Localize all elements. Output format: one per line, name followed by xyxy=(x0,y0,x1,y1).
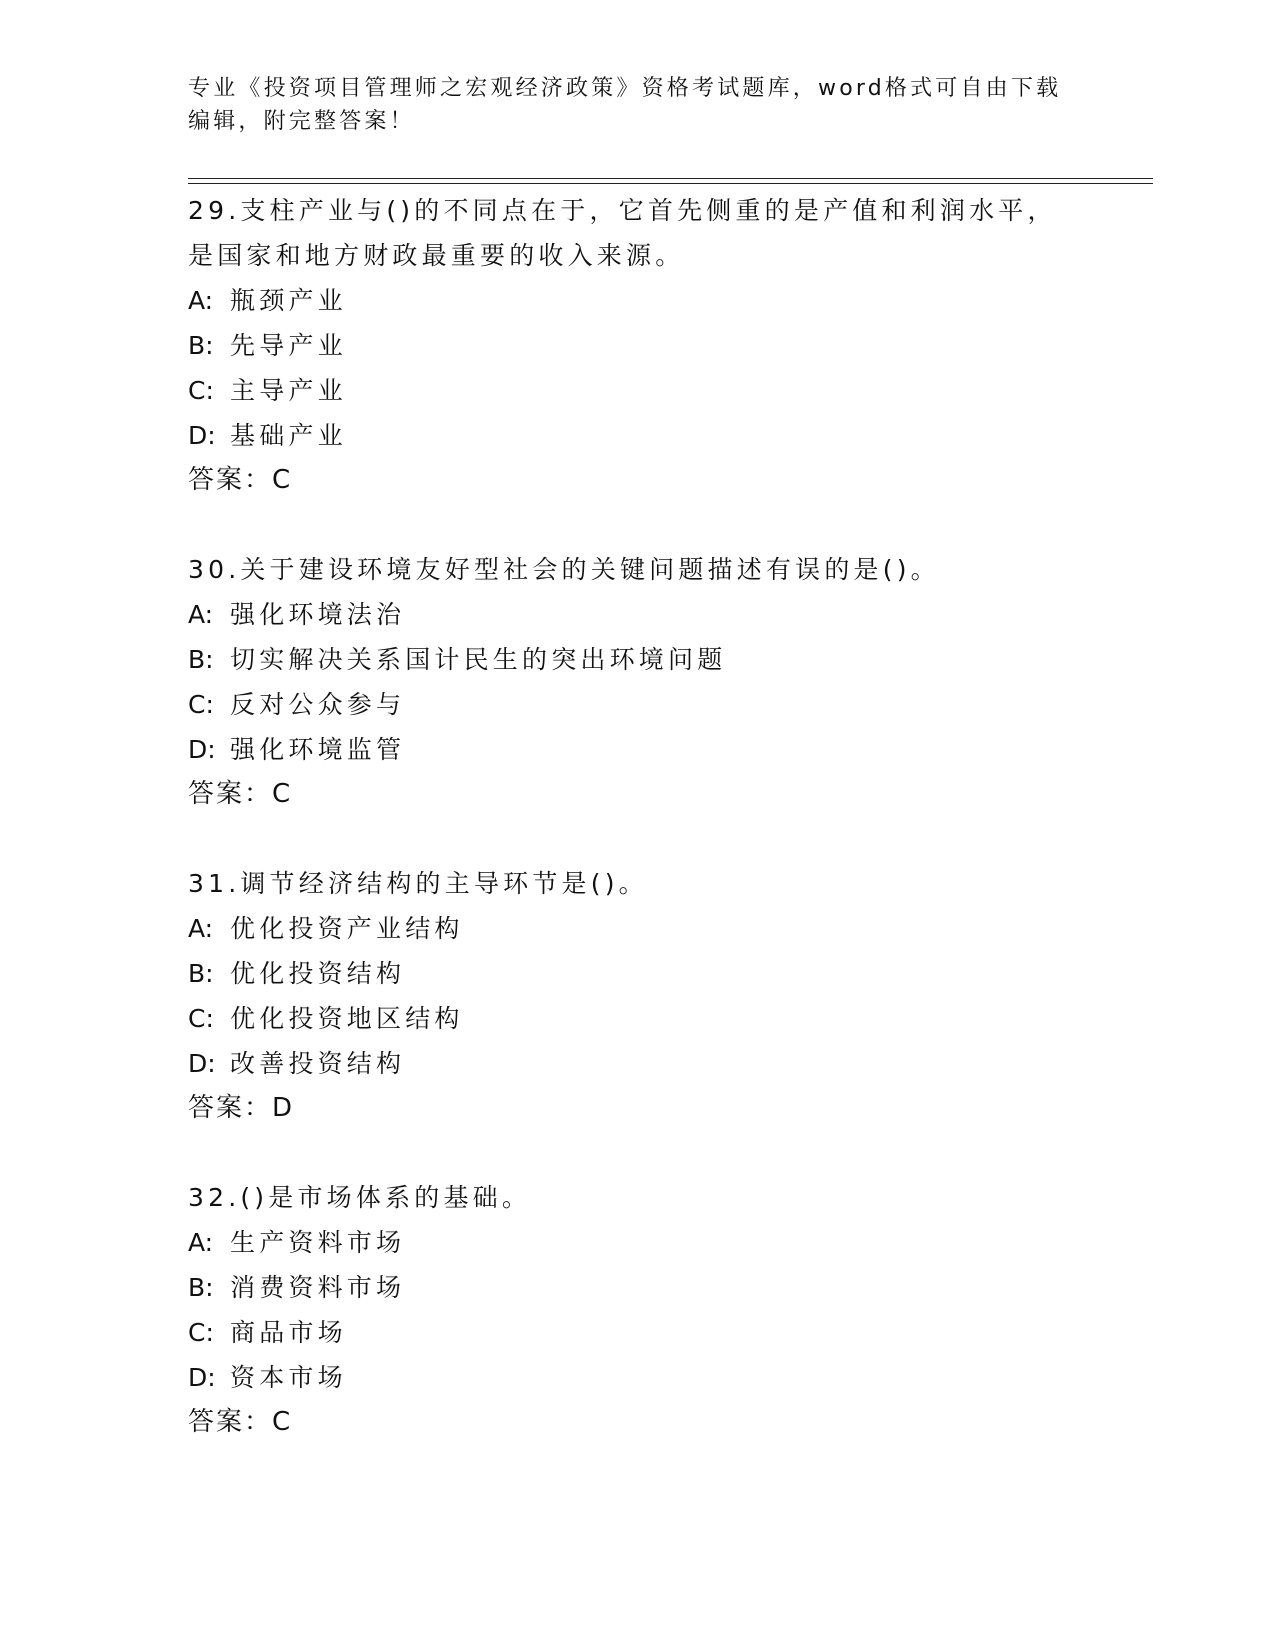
option-letter: C: xyxy=(188,1004,214,1033)
option-letter: D: xyxy=(188,421,216,450)
option-d xyxy=(188,1041,1078,1086)
option-text: 反对公众参与 xyxy=(230,690,406,719)
option-letter: C: xyxy=(188,1318,214,1347)
option-text: 消费资料市场 xyxy=(230,1273,406,1302)
option-text: 商品市场 xyxy=(230,1318,347,1347)
option-letter: C: xyxy=(188,690,214,719)
header-divider-thick xyxy=(188,178,1153,179)
question-list xyxy=(188,188,1078,1445)
option-text: 优化投资产业结构 xyxy=(230,914,464,943)
option-text: 主导产业 xyxy=(230,376,347,405)
question-stem: 31.调节经济结构的主导环节是()。 xyxy=(188,869,648,898)
option-b xyxy=(188,323,1078,368)
option-text: 切实解决关系国计民生的突出环境问题 xyxy=(230,645,727,674)
option-a xyxy=(188,592,1078,637)
option-text: 优化投资地区结构 xyxy=(230,1004,464,1033)
option-text: 改善投资结构 xyxy=(230,1049,406,1078)
option-d xyxy=(188,1355,1078,1400)
option-text: 瓶颈产业 xyxy=(230,286,347,315)
option-d xyxy=(188,727,1078,772)
answer-label: 答案： xyxy=(188,779,273,809)
option-letter: A: xyxy=(188,1228,214,1257)
option-text: 基础产业 xyxy=(230,421,347,450)
answer-value: C xyxy=(272,1407,292,1437)
answer-value: C xyxy=(272,465,292,495)
option-letter: B: xyxy=(188,645,214,674)
question-item xyxy=(188,547,1078,817)
option-c xyxy=(188,996,1078,1041)
option-c xyxy=(188,368,1078,413)
option-a xyxy=(188,1220,1078,1265)
option-letter: A: xyxy=(188,914,214,943)
answer-label: 答案： xyxy=(188,465,273,495)
answer-label: 答案： xyxy=(188,1407,273,1437)
option-text: 强化环境法治 xyxy=(230,600,406,629)
answer-value: D xyxy=(272,1093,294,1123)
header-divider-thin xyxy=(188,183,1153,184)
answer-line xyxy=(188,458,1078,503)
question-item xyxy=(188,188,1078,503)
answer-value: C xyxy=(272,779,292,809)
option-letter: A: xyxy=(188,286,214,315)
option-b xyxy=(188,1265,1078,1310)
option-letter: D: xyxy=(188,735,216,764)
option-letter: B: xyxy=(188,331,214,360)
option-text: 资本市场 xyxy=(230,1363,347,1392)
answer-line xyxy=(188,772,1078,817)
question-item xyxy=(188,861,1078,1131)
question-item xyxy=(188,1175,1078,1445)
option-a xyxy=(188,906,1078,951)
option-letter: D: xyxy=(188,1363,216,1392)
option-text: 优化投资结构 xyxy=(230,959,406,988)
option-c xyxy=(188,1310,1078,1355)
option-text: 先导产业 xyxy=(230,331,347,360)
option-text: 强化环境监管 xyxy=(230,735,406,764)
document-intro: 专业《投资项目管理师之宏观经济政策》资格考试题库，word格式可自由下载编辑，附完整答案！ xyxy=(188,76,1062,134)
option-text: 生产资料市场 xyxy=(230,1228,406,1257)
answer-label: 答案： xyxy=(188,1093,273,1123)
option-letter: C: xyxy=(188,376,214,405)
option-letter: A: xyxy=(188,600,214,629)
option-c xyxy=(188,682,1078,727)
option-d xyxy=(188,413,1078,458)
answer-line xyxy=(188,1086,1078,1131)
option-b xyxy=(188,637,1078,682)
question-stem: 30.关于建设环境友好型社会的关键问题描述有误的是()。 xyxy=(188,555,940,584)
question-stem: 32.()是市场体系的基础。 xyxy=(188,1183,532,1212)
option-letter: B: xyxy=(188,959,214,988)
option-letter: D: xyxy=(188,1049,216,1078)
question-stem: 29.支柱产业与()的不同点在于，它首先侧重的是产值和利润水平，是国家和地方财政最重要的收入来源。 xyxy=(188,196,1057,270)
option-letter: B: xyxy=(188,1273,214,1302)
answer-line xyxy=(188,1400,1078,1445)
option-b xyxy=(188,951,1078,996)
option-a xyxy=(188,278,1078,323)
